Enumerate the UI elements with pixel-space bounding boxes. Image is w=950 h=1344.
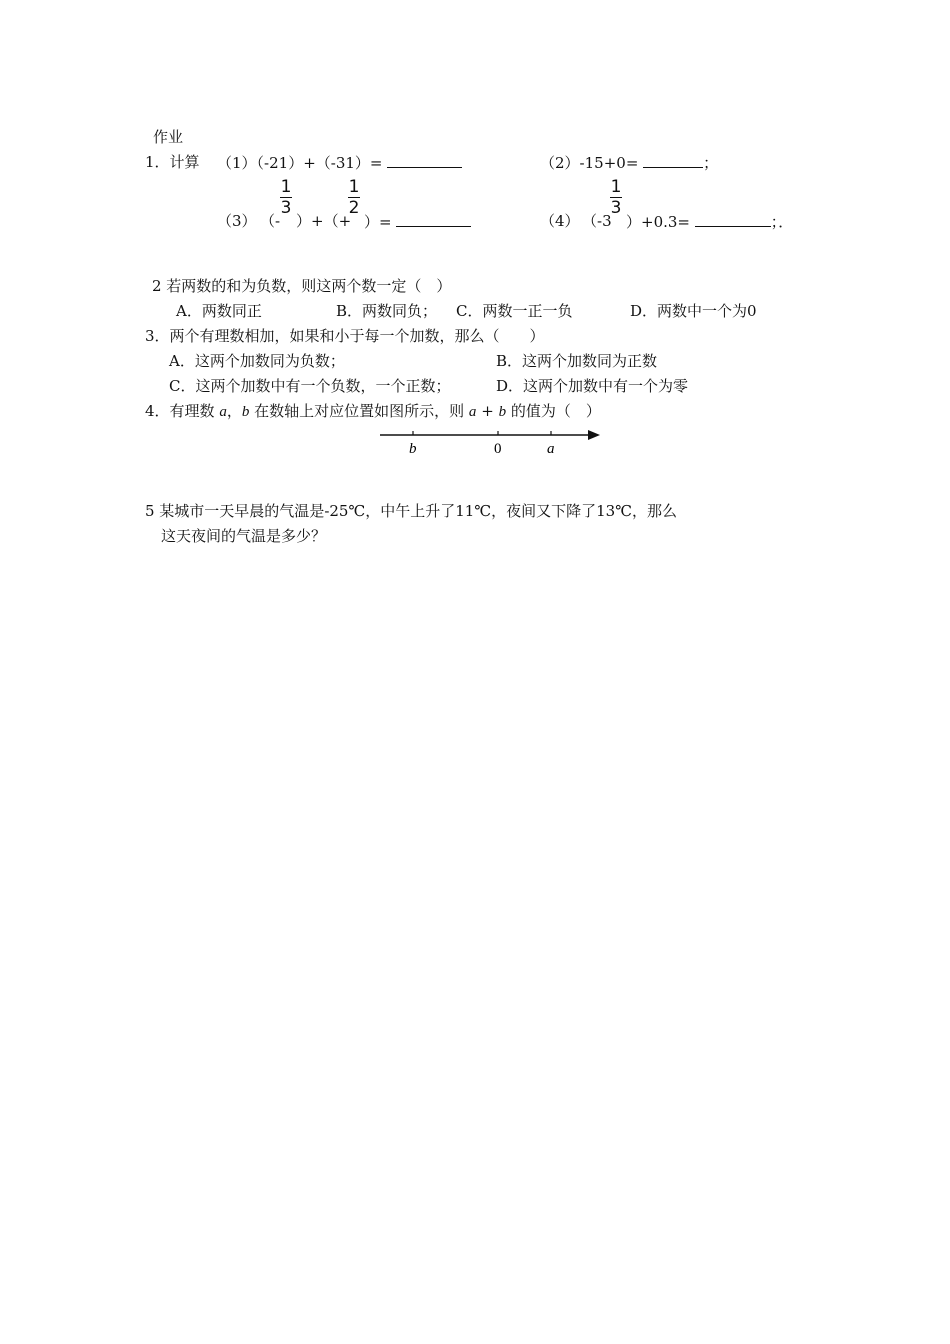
q1-part4-answer-blank[interactable] xyxy=(695,212,771,227)
q5-line-1: 5 某城市一天早晨的气温是-25℃，中午上升了11℃，夜间又下降了13℃，那么 xyxy=(145,502,677,520)
axis-label-b: b xyxy=(409,441,417,457)
q4-middle: 在数轴上对应位置如图所示，则 xyxy=(254,402,465,420)
q2-option-a: A．两数同正 xyxy=(176,302,262,320)
page-title: 作业 xyxy=(153,128,184,146)
q1-part2-end: ； xyxy=(703,154,719,172)
q1-part3-fraction-1 xyxy=(280,178,292,217)
fraction-denominator: 3 xyxy=(610,198,622,218)
q5-line-2: 这天夜间的气温是多少？ xyxy=(161,527,327,545)
q4-stem xyxy=(145,402,601,421)
fraction-denominator: 3 xyxy=(280,198,292,218)
q4-expr-a: a xyxy=(468,404,477,420)
axis-label-zero: 0 xyxy=(494,441,502,457)
q3-stem: 3．两个有理数相加，如果和小于每一个加数，那么（ ） xyxy=(145,327,545,345)
q1-part1 xyxy=(217,153,462,172)
q1-part3-middle: ）+（+ xyxy=(296,212,352,230)
q1-part4-number: （4） xyxy=(540,212,580,230)
q2-option-b: B．两数同负； xyxy=(336,302,438,320)
q1-part2-expression: -15+0= xyxy=(579,154,639,172)
q1-part1-expression: （-21）+（-31）= xyxy=(256,154,383,172)
q4-separator: ， xyxy=(226,402,242,420)
q1-part1-number: （1） xyxy=(217,154,257,172)
q1-part4-close xyxy=(626,212,793,231)
q4-var-b: b xyxy=(241,404,250,420)
q1-part3-fraction-2 xyxy=(348,178,360,217)
fraction-numerator: 1 xyxy=(610,177,622,197)
q2-option-c: C．两数一正一负 xyxy=(456,302,573,320)
q1-part3-close-text: ）= xyxy=(364,213,392,231)
q1-part4-fraction xyxy=(610,178,622,217)
q1-part1-answer-blank[interactable] xyxy=(387,153,462,168)
q1-part4-open: （-3 xyxy=(582,212,612,230)
q3-option-b: B．这两个加数同为正数 xyxy=(496,352,658,370)
q3-option-a: A．这两个加数同为负数； xyxy=(169,352,345,370)
q1-part3-answer-blank[interactable] xyxy=(396,212,471,227)
q1-part2 xyxy=(540,153,718,172)
q4-expr-b: b xyxy=(498,404,507,420)
fraction-numerator: 1 xyxy=(280,177,292,197)
q1-part4-close-text: ）+0.3= xyxy=(626,213,690,231)
q4-plus: + xyxy=(481,402,494,420)
q1-part3-open: （- xyxy=(260,212,281,230)
q1-part4-end: ；． xyxy=(770,213,794,231)
q1-label: 1．计算 xyxy=(145,153,200,171)
fraction-denominator: 2 xyxy=(348,198,360,218)
q1-part2-answer-blank[interactable] xyxy=(643,153,703,168)
q4-prefix: 4．有理数 xyxy=(145,402,215,420)
fraction-numerator: 1 xyxy=(348,177,360,197)
q1-part3-close xyxy=(364,212,471,231)
q3-option-d: D．这两个加数中有一个为零 xyxy=(496,377,689,395)
axis-label-a: a xyxy=(547,441,555,457)
q3-option-c: C．这两个加数中有一个负数，一个正数； xyxy=(169,377,451,395)
q4-var-a: a xyxy=(219,404,227,420)
number-line-arrow xyxy=(588,430,600,440)
q4-suffix: 的值为（ ） xyxy=(510,402,601,420)
q1-part2-number: （2） xyxy=(540,154,580,172)
number-line xyxy=(376,424,606,458)
q2-stem: 2 若两数的和为负数，则这两个数一定（ ） xyxy=(152,277,452,295)
q1-part3-number: （3） xyxy=(217,212,257,230)
q2-option-d: D．两数中一个为0 xyxy=(630,302,757,320)
